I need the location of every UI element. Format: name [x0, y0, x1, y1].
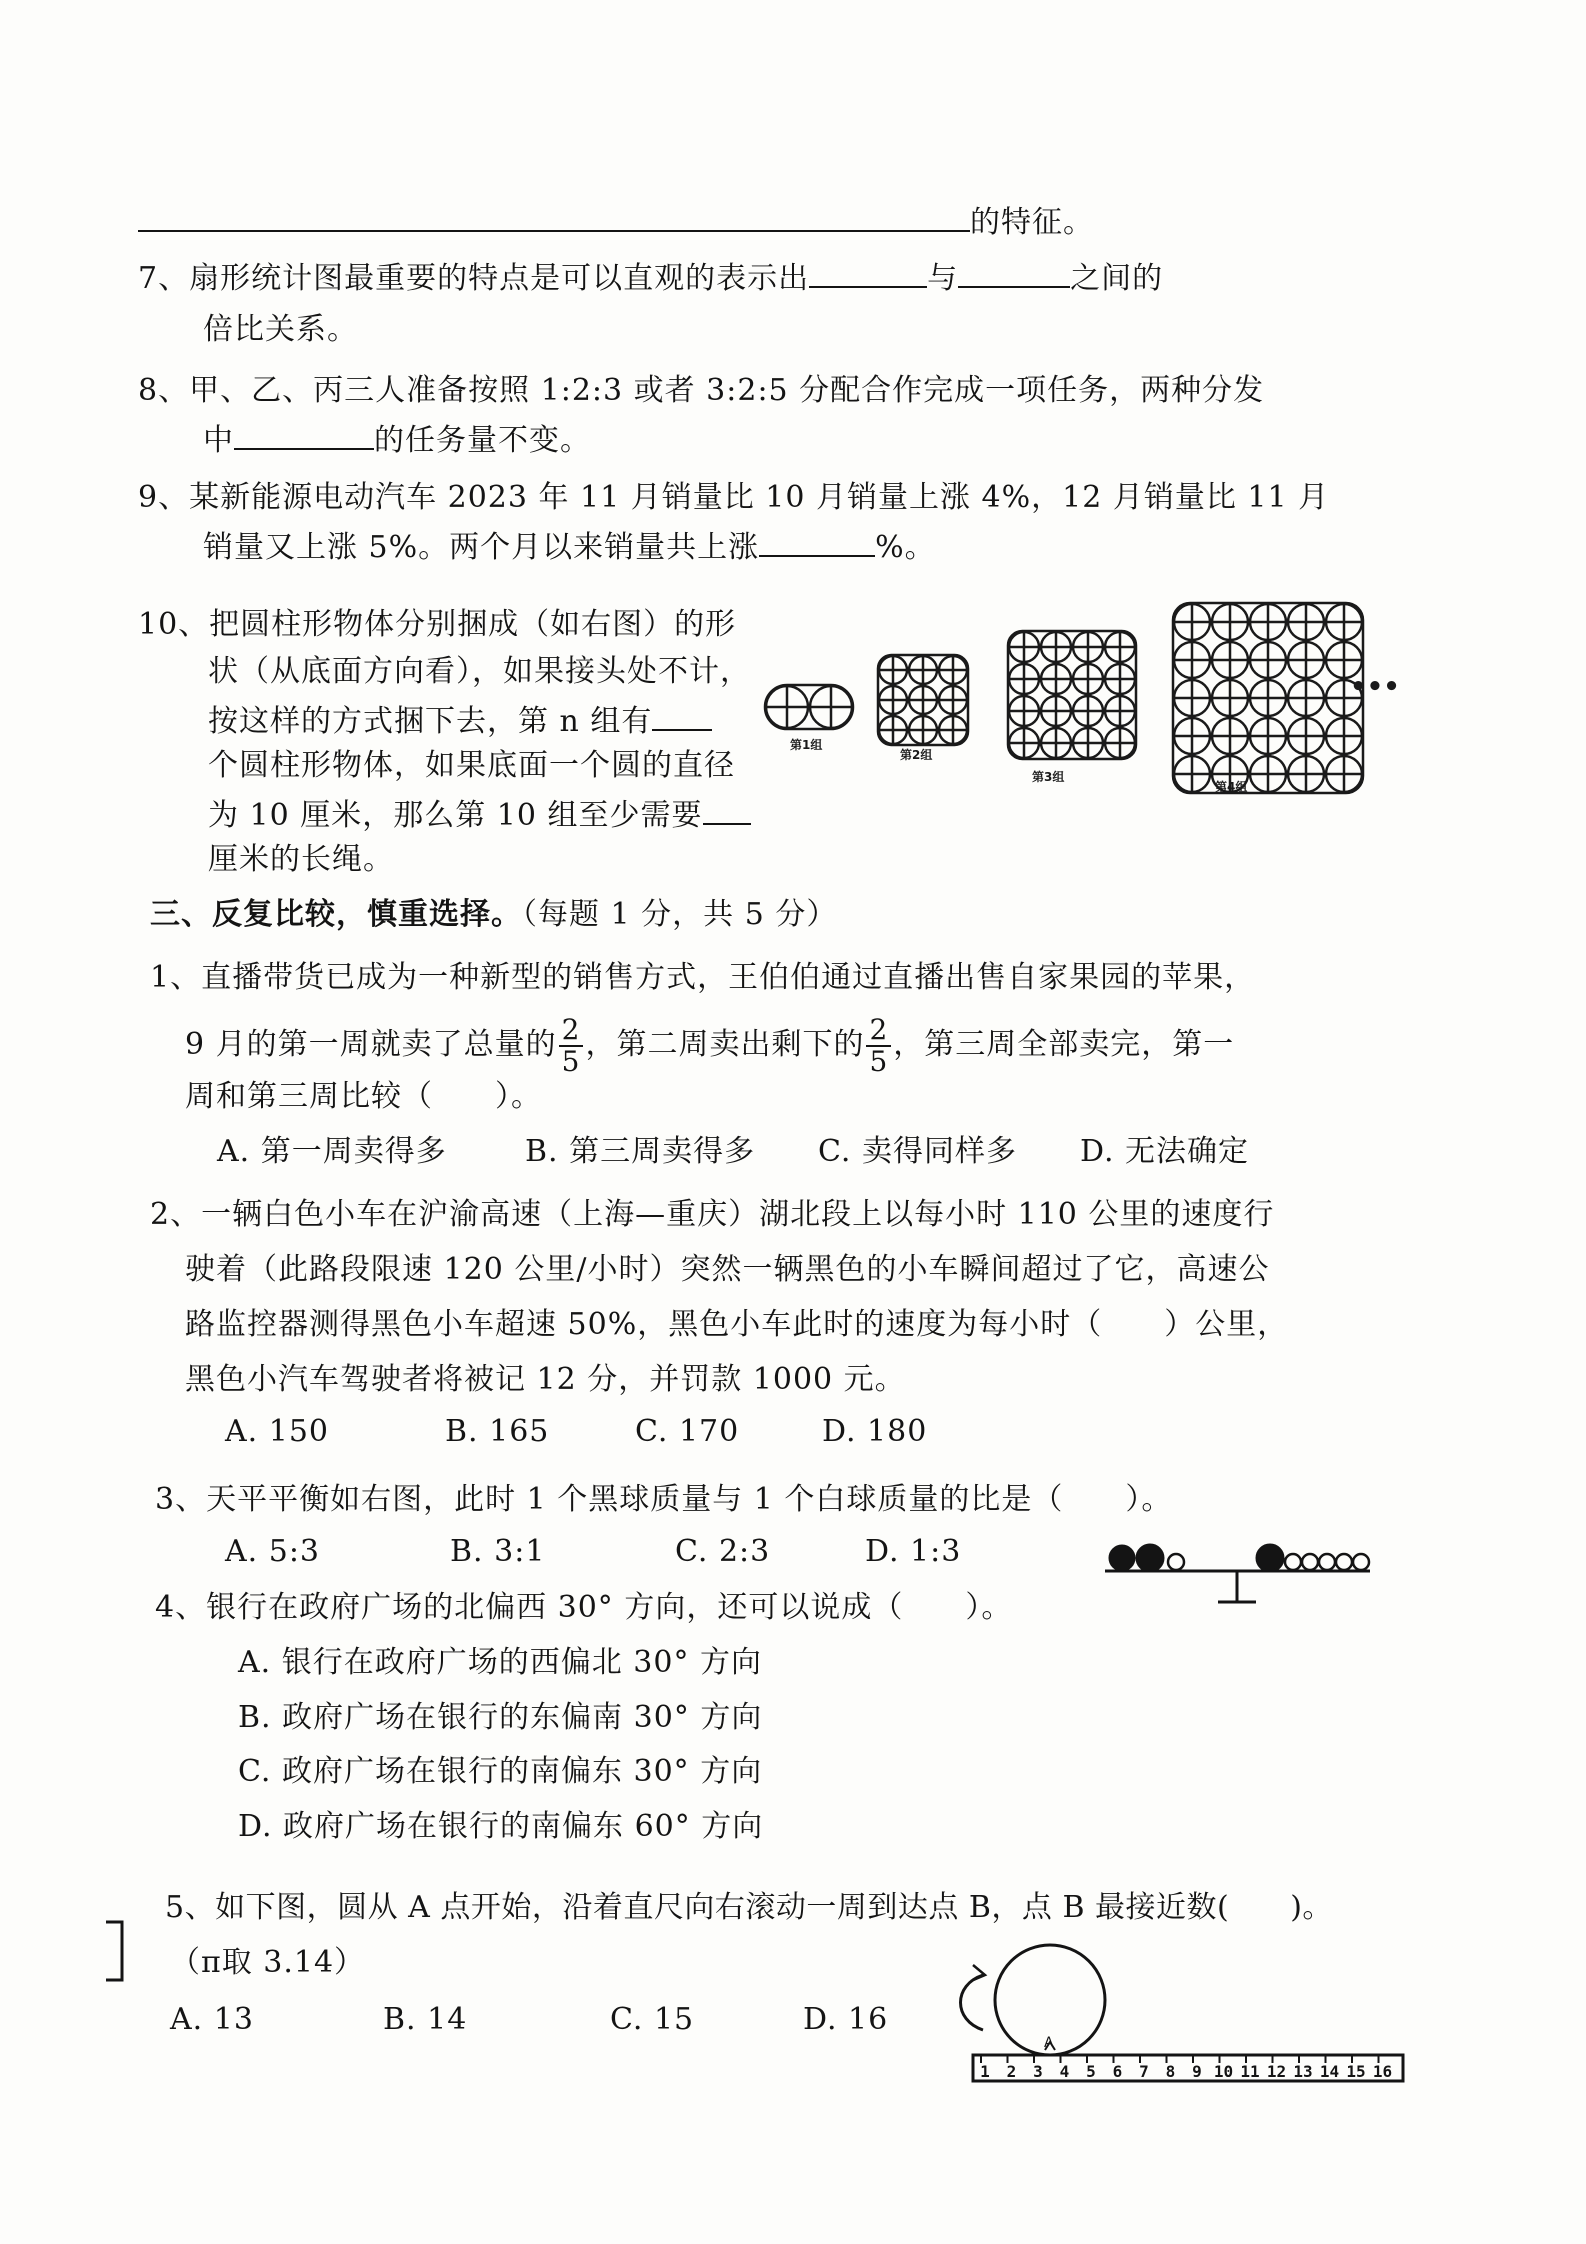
- fraction-numerator: 2: [866, 1015, 891, 1047]
- ruler-tick-label: 7: [1139, 2062, 1149, 2081]
- black-ball: [1257, 1545, 1283, 1571]
- ruler-tick-label: 13: [1293, 2062, 1313, 2081]
- ruler-tick-label: 3: [1033, 2062, 1043, 2081]
- balance-scale-figure: [1100, 1525, 1380, 1615]
- ellipsis-dots: •••: [1350, 672, 1400, 702]
- ruler-tick-label: 14: [1319, 2062, 1340, 2081]
- ruler-tick-label: 11: [1240, 2062, 1260, 2081]
- q7-text: 7、扇形统计图最重要的特点是可以直观的表示出: [138, 261, 810, 296]
- q10-text: 为 10 厘米，那么第 10 组至少需要: [208, 798, 703, 833]
- choice-3-option-c[interactable]: C. 2:3: [675, 1534, 771, 1569]
- question-7-cont: 倍比关系。: [203, 312, 358, 347]
- choice-4-option-b[interactable]: B. 政府广场在银行的东偏南 30° 方向: [238, 1700, 763, 1735]
- choice-5-option-a[interactable]: A. 13: [170, 2002, 254, 2037]
- choice-1-option-c[interactable]: C. 卖得同样多: [818, 1134, 1017, 1169]
- white-ball: [1353, 1554, 1369, 1570]
- choice-3-line1: 3、天平平衡如右图，此时 1 个黑球质量与 1 个白球质量的比是（ ）。: [155, 1482, 1173, 1517]
- white-ball: [1319, 1554, 1335, 1570]
- choice-2-option-b[interactable]: B. 165: [445, 1414, 550, 1449]
- choice-2-option-d[interactable]: D. 180: [822, 1414, 928, 1449]
- ruler-tick-label: 12: [1266, 2062, 1287, 2081]
- choice-1-line3: 周和第三周比较（ ）。: [185, 1079, 542, 1114]
- rotation-arrow-icon: [961, 1975, 984, 2030]
- ruler-tick-label: 4: [1059, 2062, 1070, 2081]
- choice-5-line2: （π取 3.14）: [170, 1945, 366, 1980]
- choice-2-option-a[interactable]: A. 150: [225, 1414, 329, 1449]
- group-2-label: 第2组: [900, 748, 933, 762]
- choice-3-option-d[interactable]: D. 1:3: [865, 1534, 962, 1569]
- answer-blank[interactable]: [234, 418, 374, 450]
- question-10-line1: 10、把圆柱形物体分别捆成（如右图）的形: [138, 607, 737, 642]
- q6-answer-line: [138, 200, 1094, 243]
- question-8-cont: [203, 418, 591, 461]
- question-8: 8、甲、乙、丙三人准备按照 1:2:3 或者 3:2:5 分配合作完成一项任务，两种分发: [138, 373, 1265, 408]
- question-10-line3: [208, 699, 712, 742]
- c1-text: ，第二周卖出剩下的: [585, 1027, 865, 1062]
- white-ball: [1285, 1554, 1301, 1570]
- ruler-tick-label: 6: [1112, 2062, 1123, 2081]
- q9-text: 销量又上涨 5%。两个月以来销量共上涨: [203, 530, 760, 565]
- choice-2-line3: 路监控器测得黑色小车超速 50%，黑色小车此时的速度为每小时（ ）公里，: [185, 1307, 1289, 1342]
- q9-text: %。: [875, 530, 936, 565]
- ruler-tick-label: 8: [1165, 2062, 1176, 2081]
- choice-1-line1: 1、直播带货已成为一种新型的销售方式，王伯伯通过直播出售自家果园的苹果，: [150, 960, 1256, 995]
- question-10-line2: 状（从底面方向看），如果接头处不计，: [208, 654, 751, 689]
- c1-text: ，第三周全部卖完，第一: [893, 1027, 1235, 1062]
- ruler-tick-labels: [980, 2056, 1392, 2081]
- choice-1-option-d[interactable]: D. 无法确定: [1080, 1134, 1250, 1169]
- ruler-tick-label: 15: [1346, 2062, 1366, 2081]
- choice-2-line4: 黑色小汽车驾驶者将被记 12 分，并罚款 1000 元。: [185, 1362, 906, 1397]
- choice-5-option-c[interactable]: C. 15: [610, 2002, 695, 2037]
- section-3-title: 三、反复比较，慎重选择。: [150, 897, 522, 932]
- margin-bracket-mark: [100, 1918, 130, 1988]
- fraction-two-fifths: [559, 1015, 584, 1077]
- question-10-line6: 厘米的长绳。: [208, 842, 394, 877]
- group-3-bundle: [1008, 631, 1136, 759]
- answer-blank[interactable]: [809, 256, 927, 288]
- q7-text: 与: [927, 261, 959, 296]
- choice-5-option-b[interactable]: B. 14: [383, 2002, 468, 2037]
- answer-blank[interactable]: [652, 699, 712, 731]
- choice-1-option-b[interactable]: B. 第三周卖得多: [525, 1134, 756, 1169]
- group-3-label: 第3组: [1032, 770, 1065, 784]
- answer-blank[interactable]: [759, 525, 875, 557]
- rolling-circle-ruler-figure: [945, 1935, 1415, 2085]
- group-4-bundle: [1173, 603, 1363, 793]
- q6-tail-text: 的特征。: [970, 205, 1094, 240]
- ruler-tick-label: 1: [980, 2062, 990, 2081]
- choice-3-option-a[interactable]: A. 5:3: [225, 1534, 321, 1569]
- bundled-cylinders-figure: [760, 595, 1420, 795]
- answer-blank[interactable]: [138, 200, 970, 232]
- group-2-bundle: [878, 655, 968, 745]
- choice-3-option-b[interactable]: B. 3:1: [450, 1534, 546, 1569]
- choice-4-option-a[interactable]: A. 银行在政府广场的西偏北 30° 方向: [238, 1645, 762, 1680]
- choice-4-option-d[interactable]: D. 政府广场在银行的南偏东 60° 方向: [238, 1809, 764, 1844]
- fraction-two-fifths: [866, 1015, 891, 1077]
- question-9-cont: [203, 525, 936, 568]
- ruler-tick-label: 2: [1006, 2062, 1017, 2081]
- fraction-denominator: 5: [561, 1045, 581, 1078]
- choice-5-option-d[interactable]: D. 16: [803, 2002, 889, 2037]
- choice-4-line1: 4、银行在政府广场的北偏西 30° 方向，还可以说成（ ）。: [155, 1590, 1013, 1625]
- choice-1-option-a[interactable]: A. 第一周卖得多: [217, 1134, 447, 1169]
- question-10-line5: [208, 793, 751, 836]
- white-ball: [1168, 1554, 1184, 1570]
- ruler-tick-label: 10: [1213, 2062, 1234, 2081]
- choice-4-option-c[interactable]: C. 政府广场在银行的南偏东 30° 方向: [238, 1754, 763, 1789]
- ruler-tick-label: 16: [1372, 2062, 1393, 2081]
- q7-text: 之间的: [1070, 261, 1164, 296]
- group-1-label: 第1组: [790, 738, 823, 752]
- q8-text: 的任务量不变。: [374, 423, 591, 458]
- choice-2-line2: 驶着（此路段限速 120 公里/小时）突然一辆黑色的小车瞬间超过了它，高速公: [185, 1252, 1270, 1287]
- ruler-tick-label: 5: [1086, 2062, 1096, 2081]
- question-10-line4: 个圆柱形物体，如果底面一个圆的直径: [208, 748, 735, 783]
- choice-5-line1: 5、如下图，圆从 A 点开始，沿着直尺向右滚动一周到达点 B，点 B 最接近数( )。: [165, 1890, 1333, 1925]
- section-3-note: （每题 1 分，共 5 分）: [522, 897, 838, 932]
- c1-text: 9 月的第一周就卖了总量的: [185, 1027, 557, 1062]
- group-4-label: 第4组: [1215, 780, 1248, 794]
- question-7: [138, 256, 1163, 299]
- black-ball: [1110, 1546, 1134, 1570]
- q10-text: 按这样的方式捆下去，第 n 组有: [208, 704, 653, 739]
- fraction-denominator: 5: [869, 1045, 889, 1078]
- fraction-numerator: 2: [559, 1015, 584, 1047]
- white-ball: [1336, 1554, 1352, 1570]
- choice-2-line1: 2、一辆白色小车在沪渝高速（上海—重庆）湖北段上以每小时 110 公里的速度行: [150, 1197, 1275, 1232]
- white-ball: [1302, 1554, 1318, 1570]
- section-3-heading: [150, 895, 837, 935]
- group-1-bundle: [765, 685, 853, 729]
- question-9: 9、某新能源电动汽车 2023 年 11 月销量比 10 月销量上涨 4%，12 月销量比 11 月: [138, 480, 1330, 515]
- black-ball: [1137, 1545, 1163, 1571]
- answer-blank[interactable]: [703, 793, 751, 825]
- choice-2-option-c[interactable]: C. 170: [635, 1414, 740, 1449]
- ruler-tick-label: 9: [1192, 2062, 1202, 2081]
- choice-1-line2: [185, 1015, 1234, 1077]
- point-a-label: A: [1044, 2035, 1054, 2051]
- answer-blank[interactable]: [958, 256, 1070, 288]
- q8-text: 中: [203, 423, 234, 458]
